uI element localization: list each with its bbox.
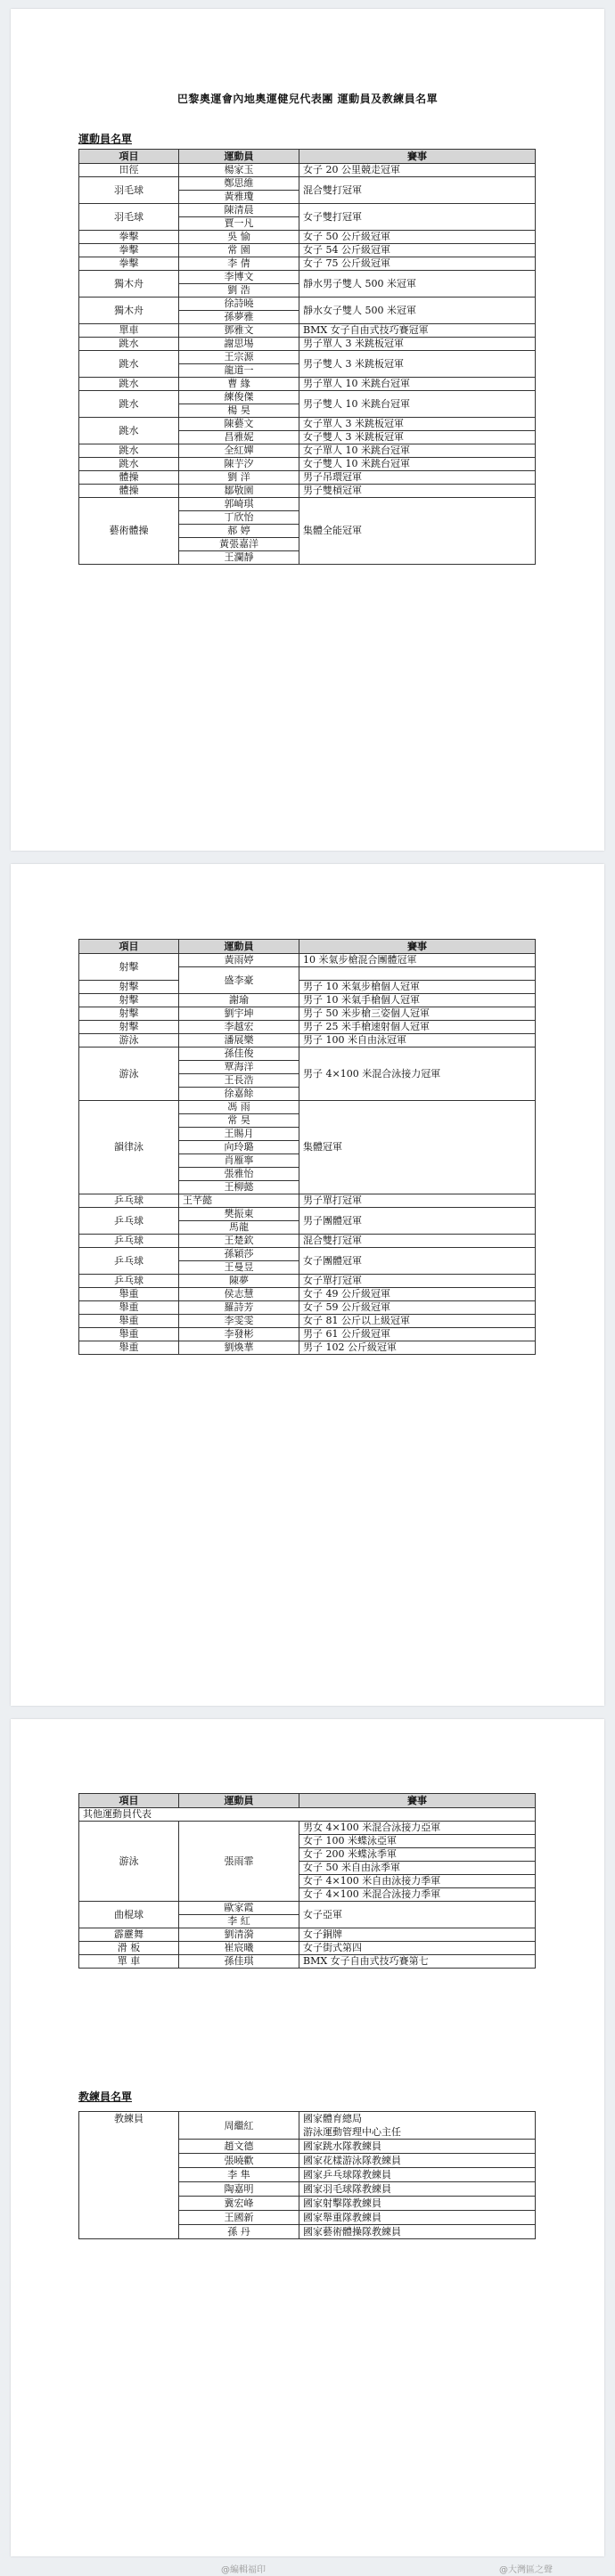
event-cell: 集體冠軍 xyxy=(299,1101,536,1194)
athlete-cell: 孫穎莎 xyxy=(179,1248,299,1261)
header-item: 項目 xyxy=(79,150,179,164)
item-cell: 跳水 xyxy=(79,378,179,391)
coach-role xyxy=(79,2197,179,2211)
table-row xyxy=(79,994,536,1007)
coach-role xyxy=(79,2140,179,2154)
athlete-cell: 王楚欽 xyxy=(179,1235,299,1248)
athletes-table-page-2 xyxy=(78,939,536,1355)
athlete-cell: 陳藝文 xyxy=(179,418,299,431)
event-cell: 女子 4×100 米混合泳接力季軍 xyxy=(299,1888,536,1902)
table-row xyxy=(79,1194,536,1208)
event-cell: 男子團體冠軍 xyxy=(299,1208,536,1235)
table-row xyxy=(79,391,536,404)
coach-position-line: 國家藝術體操隊教練員 xyxy=(303,2226,401,2238)
other-athletes-label: 其他運動員代表 xyxy=(79,1808,536,1822)
item-cell: 羽毛球 xyxy=(79,204,179,231)
item-cell: 射擊 xyxy=(79,1007,179,1021)
coach-role xyxy=(79,2182,179,2197)
athletes-table-page-1 xyxy=(78,149,536,565)
table-row xyxy=(79,378,536,391)
item-cell: 單車 xyxy=(79,324,179,338)
coach-name: 周繼紅 xyxy=(179,2112,299,2140)
event-cell: 男子 25 米手槍速射個人冠軍 xyxy=(299,1021,536,1034)
item-cell: 田徑 xyxy=(79,164,179,177)
table-row xyxy=(79,231,536,244)
athlete-cell: 王柳懿 xyxy=(179,1181,299,1194)
athlete-cell: 陳芋汐 xyxy=(179,458,299,471)
event-cell: 女子 75 公斤級冠軍 xyxy=(299,257,536,271)
item-cell: 滑 板 xyxy=(79,1942,179,1955)
item-cell: 射擊 xyxy=(79,954,179,981)
document-title: 巴黎奧運會內地奧運健兒代表團 運動員及教練員名單 xyxy=(176,93,439,105)
item-cell: 游泳 xyxy=(79,1034,179,1048)
coach-name: 孫 丹 xyxy=(179,2225,299,2239)
item-cell: 舉重 xyxy=(79,1288,179,1301)
coach-position-line: 國家射擊隊教練員 xyxy=(303,2197,381,2209)
event-cell: 混合雙打冠軍 xyxy=(299,1235,536,1248)
table-row xyxy=(79,1315,536,1328)
athlete-cell: 馮 雨 xyxy=(179,1101,299,1114)
table-row xyxy=(79,164,536,177)
event-cell: 女子亞軍 xyxy=(299,1902,536,1928)
coach-name: 陶嘉明 xyxy=(179,2182,299,2197)
athlete-cell: 楊家玉 xyxy=(179,164,299,177)
coach-position xyxy=(299,2154,536,2168)
item-cell: 體操 xyxy=(79,471,179,485)
coach-position-line: 國家乒乓球隊教練員 xyxy=(303,2169,391,2181)
event-cell: 男子 4×100 米混合泳接力冠軍 xyxy=(299,1048,536,1101)
athlete-cell: 孫佳俊 xyxy=(179,1048,299,1061)
coach-name: 趙文德 xyxy=(179,2140,299,2154)
event-cell: 男子 10 米氣步槍個人冠軍 xyxy=(299,981,536,994)
coach-role xyxy=(79,2154,179,2168)
coach-position xyxy=(299,2197,536,2211)
event-cell: 女子 50 公斤級冠軍 xyxy=(299,231,536,244)
event-cell: 集體全能冠軍 xyxy=(299,498,536,565)
coach-role xyxy=(79,2225,179,2239)
event-cell: 男子 102 公斤級冠軍 xyxy=(299,1341,536,1355)
athlete-cell: 丁欣怡 xyxy=(179,511,299,525)
item-cell: 跳水 xyxy=(79,338,179,351)
athlete-cell: 潘展樂 xyxy=(179,1034,299,1048)
athlete-cell: 鄭思維 xyxy=(179,177,299,191)
athlete-cell: 張雨霏 xyxy=(179,1822,299,1902)
table-row xyxy=(79,324,536,338)
item-cell: 舉重 xyxy=(79,1301,179,1315)
coach-row xyxy=(79,2140,536,2154)
coach-position xyxy=(299,2140,536,2154)
table-row xyxy=(79,1928,536,1942)
event-cell: BMX 女子自由式技巧賽冠軍 xyxy=(299,324,536,338)
athlete-cell: 李博文 xyxy=(179,271,299,284)
item-cell: 曲棍球 xyxy=(79,1902,179,1928)
header-event: 賽事 xyxy=(299,940,536,954)
table-row xyxy=(79,1248,536,1261)
event-cell: 男子 100 米自由泳冠軍 xyxy=(299,1034,536,1048)
event-cell: 女子 100 米蝶泳亞軍 xyxy=(299,1835,536,1848)
table-row xyxy=(79,498,536,511)
event-cell: 女子雙人 3 米跳板冠軍 xyxy=(299,431,536,444)
coach-position-line: 游泳運動管理中心主任 xyxy=(303,2126,401,2138)
coach-role xyxy=(79,2211,179,2225)
athlete-cell: 劉宇坤 xyxy=(179,1007,299,1021)
table-row xyxy=(79,177,536,191)
item-cell: 拳擊 xyxy=(79,231,179,244)
event-cell: 女子 20 公里競走冠軍 xyxy=(299,164,536,177)
item-cell: 舉重 xyxy=(79,1328,179,1341)
athlete-cell: 昌雅妮 xyxy=(179,431,299,444)
athlete-cell: 郭崎琪 xyxy=(179,498,299,511)
header-event: 賽事 xyxy=(299,1794,536,1808)
item-cell: 舉重 xyxy=(79,1341,179,1355)
event-cell: 男子單人 3 米跳板冠軍 xyxy=(299,338,536,351)
event-cell: 女子雙人 10 米跳台冠軍 xyxy=(299,458,536,471)
event-cell: 女子單人 10 米跳台冠軍 xyxy=(299,444,536,458)
item-cell: 獨木舟 xyxy=(79,271,179,298)
document-page-2 xyxy=(11,864,604,1706)
athlete-cell: 練俊傑 xyxy=(179,391,299,404)
event-cell: 男子雙人 3 米跳板冠軍 xyxy=(299,351,536,378)
item-cell: 舉重 xyxy=(79,1315,179,1328)
athlete-cell: 劉 洋 xyxy=(179,471,299,485)
table-row xyxy=(79,954,536,967)
athlete-cell: 李雯雯 xyxy=(179,1315,299,1328)
athlete-cell: 徐嘉餘 xyxy=(179,1088,299,1101)
athlete-cell: 侯志慧 xyxy=(179,1288,299,1301)
item-cell: 射擊 xyxy=(79,981,179,994)
athlete-cell: 劉煥華 xyxy=(179,1341,299,1355)
athlete-cell: 黃雅瓊 xyxy=(179,191,299,204)
table-row xyxy=(79,1275,536,1288)
table-row xyxy=(79,1822,536,1835)
item-cell: 跳水 xyxy=(79,391,179,418)
athlete-cell: 馬龍 xyxy=(179,1221,299,1235)
coach-position xyxy=(299,2182,536,2197)
table-row xyxy=(79,485,536,498)
event-cell: 男子單人 10 米跳台冠軍 xyxy=(299,378,536,391)
athlete-cell: 謝瑜 xyxy=(179,994,299,1007)
event-cell: 女子街式第四 xyxy=(299,1942,536,1955)
table-row xyxy=(79,298,536,311)
item-cell: 跳水 xyxy=(79,351,179,378)
coach-position xyxy=(299,2168,536,2182)
athlete-cell: 王曼昱 xyxy=(179,1261,299,1275)
event-cell: 女子 50 米自由泳季軍 xyxy=(299,1862,536,1875)
athlete-cell: 曹 緣 xyxy=(179,378,299,391)
item-cell: 射擊 xyxy=(79,1021,179,1034)
event-cell xyxy=(299,967,536,981)
coach-row xyxy=(79,2112,536,2140)
item-cell: 單 車 xyxy=(79,1955,179,1969)
athlete-cell: 陳清晨 xyxy=(179,204,299,217)
document-page-3 xyxy=(11,1719,604,2556)
table-row xyxy=(79,1007,536,1021)
athlete-cell: 盛李豪 xyxy=(179,967,299,994)
athlete-cell: 歐家霞 xyxy=(179,1902,299,1915)
athlete-cell: 王賜月 xyxy=(179,1128,299,1141)
coach-name: 王國新 xyxy=(179,2211,299,2225)
item-cell: 跳水 xyxy=(79,418,179,444)
event-cell: 男子 10 米氣手槍個人冠軍 xyxy=(299,994,536,1007)
event-cell: 女子 200 米蝶泳季軍 xyxy=(299,1848,536,1862)
item-cell: 游泳 xyxy=(79,1048,179,1101)
event-cell: 女子銅牌 xyxy=(299,1928,536,1942)
athlete-cell: 李越宏 xyxy=(179,1021,299,1034)
athlete-cell: 郝 婷 xyxy=(179,525,299,538)
athlete-cell: 張雅怡 xyxy=(179,1168,299,1181)
event-cell: 女子 59 公斤級冠軍 xyxy=(299,1301,536,1315)
event-cell: 女子單人 3 米跳板冠軍 xyxy=(299,418,536,431)
table-row xyxy=(79,271,536,284)
item-cell: 韻律泳 xyxy=(79,1101,179,1194)
table-row xyxy=(79,244,536,257)
item-cell: 乒乓球 xyxy=(79,1235,179,1248)
item-cell: 拳擊 xyxy=(79,257,179,271)
coach-position xyxy=(299,2112,536,2140)
athlete-cell: 羅詩芳 xyxy=(179,1301,299,1315)
table-row xyxy=(79,1101,536,1114)
athlete-cell: 鄒敬園 xyxy=(179,485,299,498)
coach-position xyxy=(299,2225,536,2239)
coaches-heading: 教練員名單 xyxy=(78,2091,133,2103)
athlete-cell: 樊振東 xyxy=(179,1208,299,1221)
table-row xyxy=(79,351,536,364)
table-row xyxy=(79,471,536,485)
athlete-cell: 王瀾靜 xyxy=(179,551,299,565)
event-cell: 男子 61 公斤級冠軍 xyxy=(299,1328,536,1341)
header-item: 項目 xyxy=(79,1794,179,1808)
item-cell: 乒乓球 xyxy=(79,1194,179,1208)
coach-row xyxy=(79,2154,536,2168)
coach-name: 李 隼 xyxy=(179,2168,299,2182)
athlete-cell: 王宗源 xyxy=(179,351,299,364)
table-row xyxy=(79,418,536,431)
item-cell: 跳水 xyxy=(79,458,179,471)
table-row xyxy=(79,338,536,351)
table-row xyxy=(79,257,536,271)
item-cell: 乒乓球 xyxy=(79,1275,179,1288)
athlete-cell: 李發彬 xyxy=(179,1328,299,1341)
athlete-cell: 常 昊 xyxy=(179,1114,299,1128)
item-cell: 乒乓球 xyxy=(79,1208,179,1235)
coach-position-line: 國家羽毛球隊教練員 xyxy=(303,2183,391,2195)
header-item: 項目 xyxy=(79,940,179,954)
table-row xyxy=(79,1955,536,1969)
athlete-cell: 楊 昊 xyxy=(179,404,299,418)
coach-row xyxy=(79,2182,536,2197)
coach-row xyxy=(79,2197,536,2211)
athlete-cell: 吳 愉 xyxy=(179,231,299,244)
item-cell: 游泳 xyxy=(79,1822,179,1902)
table-row xyxy=(79,1021,536,1034)
header-athlete: 運動員 xyxy=(179,150,299,164)
table-row xyxy=(79,981,536,994)
athlete-cell: 肖雁寧 xyxy=(179,1154,299,1168)
table-row xyxy=(79,1301,536,1315)
item-cell: 跳水 xyxy=(79,444,179,458)
coach-name: 張曉歡 xyxy=(179,2154,299,2168)
table-row xyxy=(79,1341,536,1355)
event-cell: 男子 50 米步槍三姿個人冠軍 xyxy=(299,1007,536,1021)
item-cell: 拳擊 xyxy=(79,244,179,257)
item-cell: 藝術體操 xyxy=(79,498,179,565)
event-cell: 男子單打冠軍 xyxy=(299,1194,536,1208)
athlete-cell: 徐詩曉 xyxy=(179,298,299,311)
event-cell: 10 米氣步槍混合團體冠軍 xyxy=(299,954,536,967)
header-athlete: 運動員 xyxy=(179,1794,299,1808)
athlete-cell: 陳夢 xyxy=(179,1275,299,1288)
coach-role: 教練員 xyxy=(79,2112,179,2140)
event-cell: 男子雙槓冠軍 xyxy=(299,485,536,498)
watermark-left: @編輯福印 xyxy=(221,2565,266,2575)
coaches-table xyxy=(78,2111,536,2239)
table-row xyxy=(79,204,536,217)
item-cell: 體操 xyxy=(79,485,179,498)
coach-position-line: 國家跳水隊教練員 xyxy=(303,2140,381,2152)
coach-row xyxy=(79,2168,536,2182)
event-cell: 男子雙人 10 米跳台冠軍 xyxy=(299,391,536,418)
athlete-cell: 向玲璐 xyxy=(179,1141,299,1154)
athlete-cell: 黃張嘉洋 xyxy=(179,538,299,551)
coach-name: 冀宏峰 xyxy=(179,2197,299,2211)
athlete-cell: 鄧雅文 xyxy=(179,324,299,338)
athlete-cell: 王長浩 xyxy=(179,1074,299,1088)
event-cell: 女子 54 公斤級冠軍 xyxy=(299,244,536,257)
athlete-cell: 李 紅 xyxy=(179,1915,299,1928)
athletes-table-page-3 xyxy=(78,1793,536,1969)
table-row xyxy=(79,1902,536,1915)
athlete-cell: 賈一凡 xyxy=(179,217,299,231)
item-cell: 乒乓球 xyxy=(79,1248,179,1275)
header-athlete: 運動員 xyxy=(179,940,299,954)
coach-role xyxy=(79,2168,179,2182)
coach-position-line: 國家舉重隊教練員 xyxy=(303,2212,381,2223)
table-row xyxy=(79,1034,536,1048)
event-cell: 男子吊環冠軍 xyxy=(299,471,536,485)
item-cell: 獨木舟 xyxy=(79,298,179,324)
athlete-cell: 孫夢雅 xyxy=(179,311,299,324)
event-cell: 混合雙打冠軍 xyxy=(299,177,536,204)
athlete-cell: 常 園 xyxy=(179,244,299,257)
event-cell: 女子 81 公斤以上級冠軍 xyxy=(299,1315,536,1328)
athlete-cell: 劉 浩 xyxy=(179,284,299,298)
coach-position-line: 國家花樣游泳隊教練員 xyxy=(303,2155,401,2166)
event-cell: 女子單打冠軍 xyxy=(299,1275,536,1288)
event-cell: 女子雙打冠軍 xyxy=(299,204,536,231)
item-cell: 射擊 xyxy=(79,994,179,1007)
table-row xyxy=(79,1328,536,1341)
event-cell: 女子團體冠軍 xyxy=(299,1248,536,1275)
athlete-cell: 謝思埸 xyxy=(179,338,299,351)
athletes-heading: 運動員名單 xyxy=(78,133,133,145)
athlete-cell: 王芊懿 xyxy=(179,1194,299,1208)
athlete-cell: 崔宸曦 xyxy=(179,1942,299,1955)
athlete-cell: 劉清漪 xyxy=(179,1928,299,1942)
table-row xyxy=(79,1288,536,1301)
coach-row xyxy=(79,2211,536,2225)
athlete-cell: 李 倩 xyxy=(179,257,299,271)
event-cell: 女子 49 公斤級冠軍 xyxy=(299,1288,536,1301)
watermark-right: @大灣區之聲 xyxy=(499,2565,553,2575)
athlete-cell: 黃雨婷 xyxy=(179,954,299,967)
athlete-cell: 全紅嬋 xyxy=(179,444,299,458)
coach-position-line: 國家體育總局 xyxy=(303,2113,362,2124)
event-cell: 女子 4×100 米自由泳接力季軍 xyxy=(299,1875,536,1888)
coach-row xyxy=(79,2225,536,2239)
table-row xyxy=(79,444,536,458)
header-event: 賽事 xyxy=(299,150,536,164)
event-cell: 靜水男子雙人 500 米冠軍 xyxy=(299,271,536,298)
athlete-cell: 孫佳琪 xyxy=(179,1955,299,1969)
athlete-cell: 龍道一 xyxy=(179,364,299,378)
item-cell: 羽毛球 xyxy=(79,177,179,204)
event-cell: BMX 女子自由式技巧賽第七 xyxy=(299,1955,536,1969)
table-row xyxy=(79,1942,536,1955)
event-cell: 男女 4×100 米混合泳接力亞軍 xyxy=(299,1822,536,1835)
athlete-cell: 覃海洋 xyxy=(179,1061,299,1074)
event-cell: 靜水女子雙人 500 米冠軍 xyxy=(299,298,536,324)
coach-position xyxy=(299,2211,536,2225)
document-page-1 xyxy=(11,9,604,851)
item-cell: 霹靂舞 xyxy=(79,1928,179,1942)
